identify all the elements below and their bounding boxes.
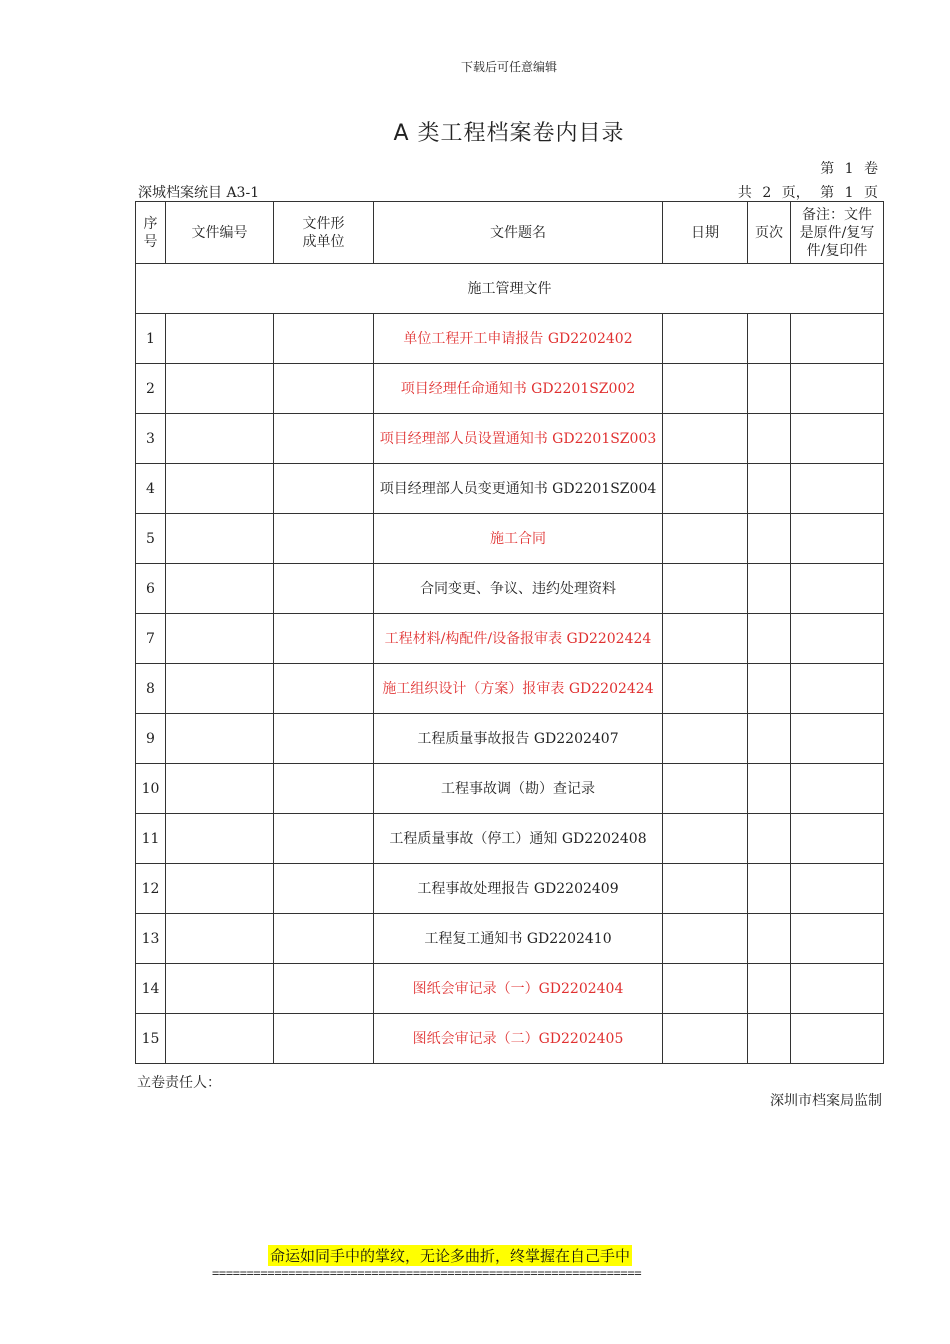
- row-page: [748, 964, 791, 1014]
- section-title: 施工管理文件: [136, 264, 884, 314]
- row-title: 工程质量事故报告 GD2202407: [374, 714, 663, 764]
- row-file-number: [166, 914, 274, 964]
- motto-banner: 命运如同手中的掌纹，无论多曲折，终掌握在自己手中: [270, 1247, 631, 1265]
- row-page: [748, 564, 791, 614]
- row-unit: [274, 714, 374, 764]
- row-date: [663, 414, 748, 464]
- header-title: 文件题名: [374, 202, 663, 264]
- row-date: [663, 564, 748, 614]
- row-remark: [791, 514, 884, 564]
- row-title: 施工合同: [374, 514, 663, 564]
- row-remark: [791, 914, 884, 964]
- row-unit: [274, 664, 374, 714]
- row-unit: [274, 764, 374, 814]
- row-unit: [274, 864, 374, 914]
- row-file-number: [166, 714, 274, 764]
- row-date: [663, 964, 748, 1014]
- row-remark: [791, 764, 884, 814]
- row-date: [663, 714, 748, 764]
- row-date: [663, 614, 748, 664]
- table-row: [136, 1014, 884, 1064]
- header-seq-line: 号: [143, 233, 158, 250]
- row-unit: [274, 414, 374, 464]
- row-date: [663, 1014, 748, 1064]
- row-page: [748, 414, 791, 464]
- table-row: [136, 414, 884, 464]
- row-title: 图纸会审记录（二）GD2202405: [374, 1014, 663, 1064]
- page-title: A 类工程档案卷内目录: [393, 121, 625, 146]
- table-row: [136, 914, 884, 964]
- row-date: [663, 464, 748, 514]
- catalog-code: 深城档案统目 A3-1: [138, 185, 260, 201]
- top-note: 下载后可任意编辑: [460, 60, 557, 74]
- row-unit: [274, 464, 374, 514]
- row-number: 4: [136, 464, 166, 514]
- row-file-number: [166, 314, 274, 364]
- row-page: [748, 514, 791, 564]
- row-page: [748, 864, 791, 914]
- row-file-number: [166, 414, 274, 464]
- row-file-number: [166, 514, 274, 564]
- row-page: [748, 664, 791, 714]
- row-unit: [274, 1014, 374, 1064]
- row-title: 合同变更、争议、违约处理资料: [374, 564, 663, 614]
- row-title: 项目经理任命通知书 GD2201SZ002: [374, 364, 663, 414]
- row-file-number: [166, 864, 274, 914]
- row-number: 13: [136, 914, 166, 964]
- row-number: 9: [136, 714, 166, 764]
- table-row: [136, 814, 884, 864]
- row-remark: [791, 464, 884, 514]
- row-file-number: [166, 1014, 274, 1064]
- volume-number: 第 1 卷: [820, 161, 878, 177]
- row-unit: [274, 514, 374, 564]
- row-title: 工程质量事故（停工）通知 GD2202408: [374, 814, 663, 864]
- row-remark: [791, 864, 884, 914]
- row-title: 图纸会审记录（一）GD2202404: [374, 964, 663, 1014]
- row-unit: [274, 814, 374, 864]
- row-date: [663, 314, 748, 364]
- table-row: [136, 314, 884, 364]
- header-unit: [274, 202, 374, 264]
- row-title: 单位工程开工申请报告 GD2202402: [374, 314, 663, 364]
- row-remark: [791, 1014, 884, 1064]
- row-unit: [274, 914, 374, 964]
- row-page: [748, 714, 791, 764]
- row-file-number: [166, 964, 274, 1014]
- supervisor-text: 深圳市档案局监制: [770, 1093, 882, 1109]
- catalog-table: [135, 201, 884, 1064]
- header-page: 页次: [748, 202, 791, 264]
- row-page: [748, 814, 791, 864]
- row-remark: [791, 414, 884, 464]
- row-file-number: [166, 664, 274, 714]
- row-unit: [274, 364, 374, 414]
- separator-line: ==============================================================: [212, 1266, 642, 1280]
- row-file-number: [166, 764, 274, 814]
- header-date: 日期: [663, 202, 748, 264]
- row-number: 10: [136, 764, 166, 814]
- row-date: [663, 814, 748, 864]
- table-row: [136, 714, 884, 764]
- header-remark-line: 备注：文件: [802, 206, 872, 223]
- table-row: [136, 964, 884, 1014]
- header-seq-line: 序: [143, 215, 158, 232]
- row-number: 11: [136, 814, 166, 864]
- header-seq: [136, 202, 166, 264]
- row-remark: [791, 664, 884, 714]
- header-remark: [791, 202, 884, 264]
- row-number: 15: [136, 1014, 166, 1064]
- row-title: 施工组织设计（方案）报审表 GD2202424: [374, 664, 663, 714]
- row-remark: [791, 314, 884, 364]
- header-unit-line: 文件形: [302, 215, 345, 232]
- row-number: 12: [136, 864, 166, 914]
- responsible-person-label: 立卷责任人：: [137, 1075, 221, 1091]
- row-title: 工程事故调（勘）查记录: [374, 764, 663, 814]
- row-page: [748, 314, 791, 364]
- row-date: [663, 914, 748, 964]
- row-page: [748, 464, 791, 514]
- row-number: 2: [136, 364, 166, 414]
- table-row: [136, 614, 884, 664]
- header-unit-line: 成单位: [302, 233, 345, 250]
- row-file-number: [166, 464, 274, 514]
- table-row: [136, 364, 884, 414]
- table-row: [136, 464, 884, 514]
- row-number: 7: [136, 614, 166, 664]
- row-unit: [274, 614, 374, 664]
- row-title: 工程材料/构配件/设备报审表 GD2202424: [374, 614, 663, 664]
- row-remark: [791, 964, 884, 1014]
- row-file-number: [166, 564, 274, 614]
- row-file-number: [166, 364, 274, 414]
- row-unit: [274, 964, 374, 1014]
- header-file-number: 文件编号: [166, 202, 274, 264]
- row-unit: [274, 564, 374, 614]
- row-file-number: [166, 614, 274, 664]
- table-row: [136, 514, 884, 564]
- row-unit: [274, 314, 374, 364]
- row-page: [748, 914, 791, 964]
- table-header-row: [136, 202, 884, 264]
- table-row: [136, 764, 884, 814]
- row-number: 8: [136, 664, 166, 714]
- row-remark: [791, 714, 884, 764]
- row-date: [663, 864, 748, 914]
- row-remark: [791, 564, 884, 614]
- row-file-number: [166, 814, 274, 864]
- row-date: [663, 514, 748, 564]
- page-count: 共 2 页， 第 1 页: [737, 185, 878, 201]
- row-page: [748, 614, 791, 664]
- row-number: 1: [136, 314, 166, 364]
- row-remark: [791, 614, 884, 664]
- section-row: [136, 264, 884, 314]
- row-number: 3: [136, 414, 166, 464]
- row-page: [748, 764, 791, 814]
- row-remark: [791, 814, 884, 864]
- row-number: 14: [136, 964, 166, 1014]
- header-remark-line: 是原件/复写: [799, 224, 875, 241]
- row-title: 项目经理部人员设置通知书 GD2201SZ003: [374, 414, 663, 464]
- table-row: [136, 864, 884, 914]
- row-number: 5: [136, 514, 166, 564]
- row-remark: [791, 364, 884, 414]
- table-row: [136, 664, 884, 714]
- row-number: 6: [136, 564, 166, 614]
- row-title: 项目经理部人员变更通知书 GD2201SZ004: [374, 464, 663, 514]
- table-row: [136, 564, 884, 614]
- row-title: 工程事故处理报告 GD2202409: [374, 864, 663, 914]
- row-page: [748, 364, 791, 414]
- row-date: [663, 364, 748, 414]
- row-date: [663, 664, 748, 714]
- row-title: 工程复工通知书 GD2202410: [374, 914, 663, 964]
- header-remark-line: 件/复印件: [806, 242, 868, 259]
- row-page: [748, 1014, 791, 1064]
- row-date: [663, 764, 748, 814]
